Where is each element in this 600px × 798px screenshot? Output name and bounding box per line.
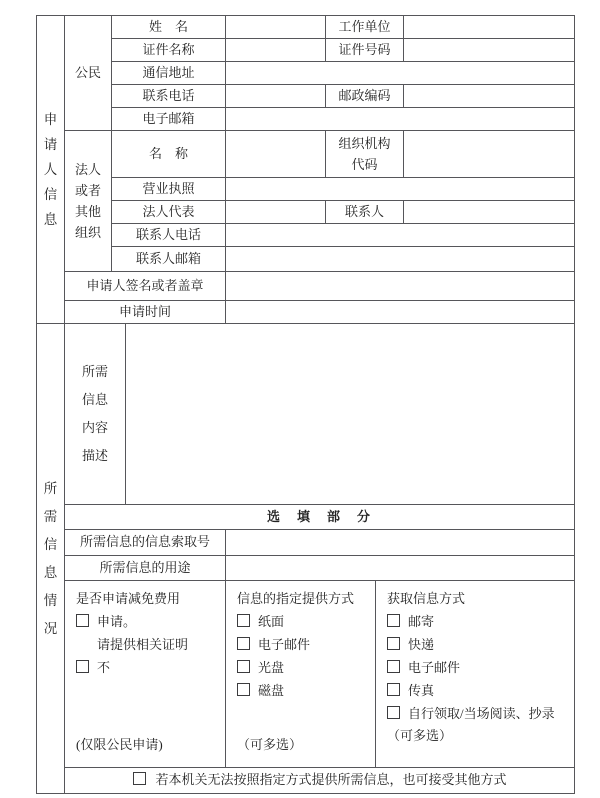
phone-label: 联系电话 xyxy=(112,85,226,108)
fee-waiver-cell xyxy=(65,581,226,768)
contact-phone-input-cell[interactable] xyxy=(226,224,575,247)
contact-label: 联系人 xyxy=(326,201,404,224)
cert-number-label: 证件号码 xyxy=(326,39,404,62)
checkbox-icon[interactable] xyxy=(387,614,400,627)
postcode-label: 邮政编码 xyxy=(326,85,404,108)
name-input-cell[interactable] xyxy=(226,16,326,39)
checkbox-icon[interactable] xyxy=(237,660,250,673)
obtain-method-footnote: （可多选） xyxy=(387,728,453,743)
organization-group-label: 法人 或者 其他 组织 xyxy=(65,131,112,272)
cert-name-label: 证件名称 xyxy=(112,39,226,62)
checkbox-icon[interactable] xyxy=(237,637,250,650)
obtain-email-option[interactable]: 电子邮件 xyxy=(387,656,460,679)
vertical-char: 情 xyxy=(43,592,58,608)
applicant-info-table xyxy=(36,15,575,324)
vertical-char: 况 xyxy=(43,620,58,636)
checkbox-icon[interactable] xyxy=(76,660,89,673)
vertical-char: 息 xyxy=(43,212,58,227)
address-input-cell[interactable] xyxy=(226,62,575,85)
vertical-char: 申 xyxy=(43,112,58,127)
citizen-group-label: 公民 xyxy=(65,16,112,131)
checkbox-icon[interactable] xyxy=(387,637,400,650)
phone-input-cell[interactable] xyxy=(226,85,326,108)
work-unit-input-cell[interactable] xyxy=(404,16,575,39)
apply-time-input-cell[interactable] xyxy=(226,301,575,324)
vertical-char: 信 xyxy=(43,187,58,202)
org-name-input-cell[interactable] xyxy=(226,131,326,178)
provide-method-cell xyxy=(226,581,376,768)
checkbox-icon[interactable] xyxy=(237,614,250,627)
optional-section-header: 选 填 部 分 xyxy=(65,505,575,530)
vertical-char: 人 xyxy=(43,162,58,177)
legal-rep-label: 法人代表 xyxy=(112,201,226,224)
contact-email-label: 联系人邮箱 xyxy=(112,247,226,272)
address-label: 通信地址 xyxy=(112,62,226,85)
contact-input-cell[interactable] xyxy=(404,201,575,224)
provide-email-option[interactable]: 电子邮件 xyxy=(237,633,310,656)
index-number-label: 所需信息的信息索取号 xyxy=(65,530,226,556)
signature-input-cell[interactable] xyxy=(226,272,575,301)
obtain-self-pickup-option[interactable]: 自行领取/当场阅读、抄录 xyxy=(387,702,555,725)
vertical-char: 所 xyxy=(43,480,58,496)
obtain-fax-option[interactable]: 传真 xyxy=(387,679,434,702)
business-license-input-cell[interactable] xyxy=(226,178,575,201)
provide-disk-option[interactable]: 磁盘 xyxy=(237,679,284,702)
required-info-table xyxy=(36,323,575,794)
work-unit-label: 工作单位 xyxy=(326,16,404,39)
legal-rep-input-cell[interactable] xyxy=(226,201,326,224)
fee-apply-option[interactable]: 申请。 xyxy=(76,610,136,633)
fee-waiver-footnote: (仅限公民申请) xyxy=(76,737,163,752)
contact-phone-label: 联系人电话 xyxy=(112,224,226,247)
name-label: 姓 名 xyxy=(112,16,226,39)
checkbox-icon[interactable] xyxy=(387,660,400,673)
obtain-method-cell xyxy=(376,581,575,768)
obtain-mail-option[interactable]: 邮寄 xyxy=(387,610,434,633)
index-number-input-cell[interactable] xyxy=(226,530,575,556)
description-input-cell[interactable] xyxy=(126,324,575,505)
checkbox-icon[interactable] xyxy=(387,706,400,719)
obtain-method-title: 获取信息方式 xyxy=(387,591,466,606)
signature-label: 申请人签名或者盖章 xyxy=(65,272,226,301)
vertical-char: 信 xyxy=(43,536,58,552)
checkbox-icon[interactable] xyxy=(387,683,400,696)
purpose-label: 所需信息的用途 xyxy=(65,556,226,581)
other-method-option[interactable] xyxy=(65,768,575,794)
contact-email-input-cell[interactable] xyxy=(226,247,575,272)
vertical-char: 息 xyxy=(43,564,58,580)
checkbox-icon[interactable] xyxy=(133,772,146,785)
business-license-label: 营业执照 xyxy=(112,178,226,201)
org-code-input-cell[interactable] xyxy=(404,131,575,178)
cert-name-input-cell[interactable] xyxy=(226,39,326,62)
provide-method-title: 信息的指定提供方式 xyxy=(237,591,355,606)
provide-method-footnote: （可多选） xyxy=(237,737,303,752)
vertical-char: 需 xyxy=(43,508,58,524)
obtain-express-option[interactable]: 快递 xyxy=(387,633,434,656)
postcode-input-cell[interactable] xyxy=(404,85,575,108)
fee-no-option[interactable]: 不 xyxy=(76,656,110,679)
email-label: 电子邮箱 xyxy=(112,108,226,131)
provide-cd-option[interactable]: 光盘 xyxy=(237,656,284,679)
email-input-cell[interactable] xyxy=(226,108,575,131)
other-method-note: 若本机关无法按照指定方式提供所需信息，也可接受其他方式 xyxy=(155,772,507,788)
org-name-label: 名 称 xyxy=(112,131,226,178)
org-code-label: 组织机构 代码 xyxy=(326,131,404,178)
applicant-section-label xyxy=(37,16,65,324)
apply-time-label: 申请时间 xyxy=(65,301,226,324)
description-label: 所需 信息 内容 描述 xyxy=(65,324,126,505)
checkbox-icon[interactable] xyxy=(237,683,250,696)
required-info-section-label xyxy=(37,324,65,794)
cert-number-input-cell[interactable] xyxy=(404,39,575,62)
application-form xyxy=(36,15,574,794)
purpose-input-cell[interactable] xyxy=(226,556,575,581)
vertical-char: 请 xyxy=(43,137,58,152)
provide-paper-option[interactable]: 纸面 xyxy=(237,610,284,633)
fee-apply-note: 请提供相关证明 xyxy=(97,637,189,652)
fee-waiver-title: 是否申请减免费用 xyxy=(76,591,181,606)
checkbox-icon[interactable] xyxy=(76,614,89,627)
